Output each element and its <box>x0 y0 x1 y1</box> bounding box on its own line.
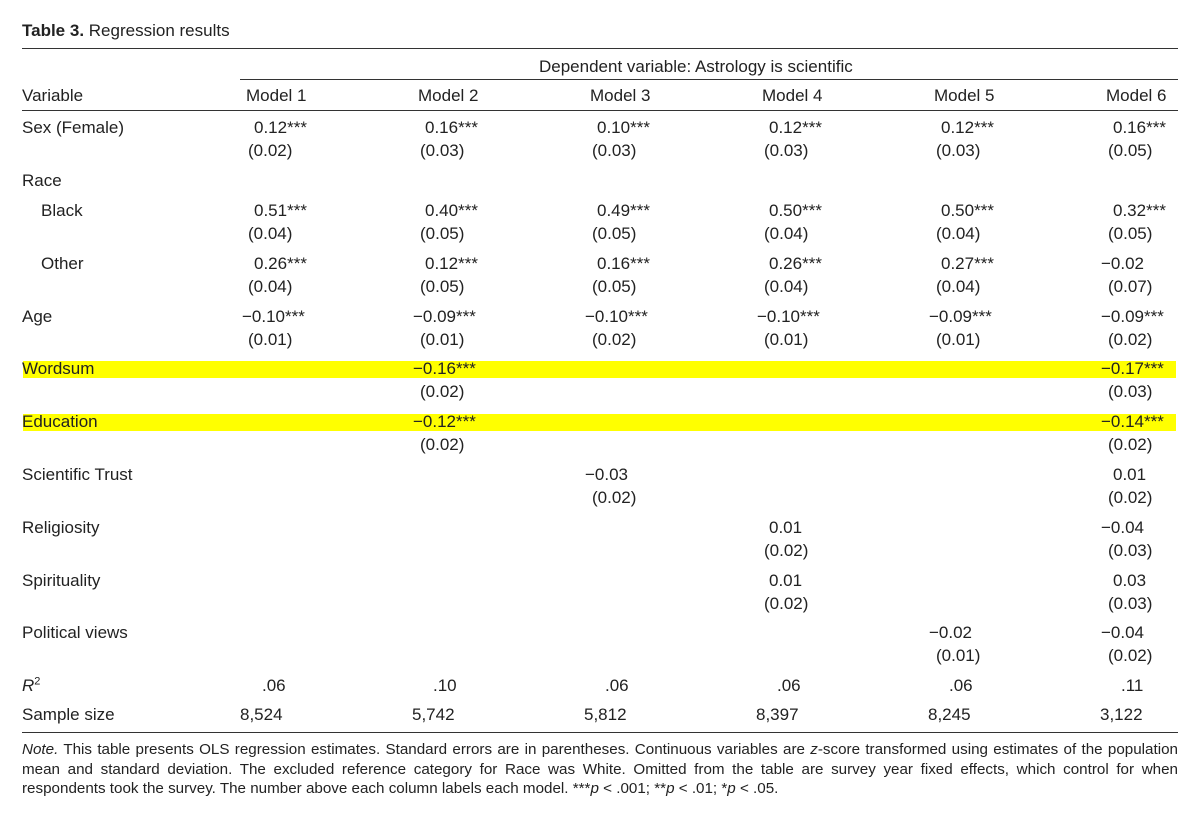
coef-cell: 0.40*** <box>425 201 478 220</box>
se-cell: (0.01) <box>248 330 293 349</box>
se-cell: (0.03) <box>936 141 981 160</box>
row-label: Sex (Female) <box>22 118 125 137</box>
coef-cell: −0.14*** <box>1101 412 1164 431</box>
r2-superscript: 2 <box>34 675 41 688</box>
coef-cell: −0.04 <box>1101 518 1145 537</box>
se-cell: (0.03) <box>1108 541 1153 560</box>
se-cell: (0.01) <box>764 330 809 349</box>
se-cell: (0.04) <box>936 277 981 296</box>
table-number: Table 3. <box>22 21 85 40</box>
coef-cell: −0.02 <box>1101 254 1145 273</box>
note-text-3: < .001; ** <box>598 780 667 797</box>
se-cell: (0.07) <box>1108 277 1153 296</box>
sample-size-cell: 8,524 <box>240 705 283 724</box>
coef-cell: −0.10*** <box>757 307 820 326</box>
se-cell: (0.02) <box>1108 435 1153 454</box>
note-z: z <box>810 741 818 758</box>
r2-label <box>22 676 40 696</box>
dependent-variable-spanner: Dependent variable: Astrology is scientific <box>539 57 853 76</box>
se-cell: (0.05) <box>420 277 465 296</box>
header-rule <box>22 110 1178 111</box>
se-cell: (0.02) <box>420 435 465 454</box>
coef-cell: 0.49*** <box>597 201 650 220</box>
coef-cell: −0.17*** <box>1101 359 1164 378</box>
coef-cell: 0.10*** <box>597 118 650 137</box>
header-model-4: Model 4 <box>762 86 823 105</box>
coef-cell: 0.12*** <box>425 254 478 273</box>
sample-size-cell: 5,812 <box>584 705 627 724</box>
coef-cell: −0.10*** <box>242 307 305 326</box>
header-model-5: Model 5 <box>934 86 995 105</box>
note-p1: p <box>590 780 599 797</box>
r2-symbol: R <box>22 676 35 695</box>
row-label: Other <box>41 254 84 273</box>
coef-cell: −0.09*** <box>1101 307 1164 326</box>
se-cell: (0.01) <box>420 330 465 349</box>
coef-cell: 0.50*** <box>941 201 994 220</box>
se-cell: (0.01) <box>936 330 981 349</box>
row-label: Spirituality <box>22 571 101 590</box>
row-label: Political views <box>22 623 128 642</box>
se-cell: (0.02) <box>764 594 809 613</box>
coef-cell: 0.26*** <box>769 254 822 273</box>
row-label: Religiosity <box>22 518 100 537</box>
coef-cell: −0.10*** <box>585 307 648 326</box>
se-cell: (0.05) <box>592 277 637 296</box>
header-model-2: Model 2 <box>418 86 479 105</box>
coef-cell: −0.16*** <box>413 359 476 378</box>
r2-cell: .11 <box>1121 676 1144 695</box>
sample-size-cell: 3,122 <box>1100 705 1143 724</box>
note-text-1: This table presents OLS regression estimates. Standard errors are in parentheses. Continuous variables are <box>58 741 811 758</box>
coef-cell: 0.16*** <box>1113 118 1166 137</box>
row-label: Education <box>22 412 98 431</box>
note-text-4: < .01; * <box>674 780 728 797</box>
se-cell: (0.02) <box>1108 488 1153 507</box>
se-cell: (0.02) <box>420 382 465 401</box>
top-rule <box>22 48 1178 49</box>
coef-cell: 0.12*** <box>941 118 994 137</box>
se-cell: (0.02) <box>1108 330 1153 349</box>
coef-cell: 0.01 <box>769 518 803 537</box>
coef-cell: 0.16*** <box>597 254 650 273</box>
coef-cell: 0.01 <box>1113 465 1147 484</box>
table-note <box>22 740 1178 799</box>
se-cell: (0.04) <box>248 224 293 243</box>
se-cell: (0.03) <box>1108 594 1153 613</box>
coef-cell: −0.02 <box>929 623 973 642</box>
coef-cell: 0.16*** <box>425 118 478 137</box>
coef-cell: −0.03 <box>585 465 629 484</box>
se-cell: (0.04) <box>764 277 809 296</box>
se-cell: (0.03) <box>420 141 465 160</box>
coef-cell: 0.26*** <box>254 254 307 273</box>
se-cell: (0.03) <box>592 141 637 160</box>
header-model-1: Model 1 <box>246 86 307 105</box>
row-label: Age <box>22 307 53 326</box>
r2-cell: .06 <box>262 676 286 695</box>
row-label: Race <box>22 171 62 190</box>
table-caption <box>22 21 230 41</box>
sample-size-cell: 5,742 <box>412 705 455 724</box>
coef-cell: 0.12*** <box>769 118 822 137</box>
se-cell: (0.01) <box>936 646 981 665</box>
se-cell: (0.03) <box>1108 382 1153 401</box>
highlight-bar <box>23 414 1176 431</box>
se-cell: (0.04) <box>248 277 293 296</box>
row-label: Black <box>41 201 83 220</box>
row-label: Wordsum <box>22 359 95 378</box>
r2-cell: .10 <box>433 676 457 695</box>
se-cell: (0.05) <box>1108 224 1153 243</box>
coef-cell: 0.32*** <box>1113 201 1166 220</box>
coef-cell: 0.51*** <box>254 201 307 220</box>
coef-cell: 0.01 <box>769 571 803 590</box>
se-cell: (0.02) <box>1108 646 1153 665</box>
coef-cell: −0.09*** <box>929 307 992 326</box>
highlight-bar <box>23 361 1176 378</box>
r2-cell: .06 <box>949 676 973 695</box>
se-cell: (0.05) <box>1108 141 1153 160</box>
se-cell: (0.02) <box>248 141 293 160</box>
se-cell: (0.04) <box>936 224 981 243</box>
se-cell: (0.05) <box>592 224 637 243</box>
coef-cell: −0.12*** <box>413 412 476 431</box>
se-cell: (0.05) <box>420 224 465 243</box>
se-cell: (0.02) <box>592 488 637 507</box>
spanner-rule <box>240 79 1178 80</box>
table-title: Regression results <box>88 21 230 40</box>
r2-cell: .06 <box>777 676 801 695</box>
coef-cell: −0.09*** <box>413 307 476 326</box>
coef-cell: 0.27*** <box>941 254 994 273</box>
header-model-3: Model 3 <box>590 86 651 105</box>
coef-cell: −0.04 <box>1101 623 1145 642</box>
header-variable: Variable <box>22 86 84 105</box>
note-p2: p <box>666 780 675 797</box>
row-label: Scientific Trust <box>22 465 133 484</box>
coef-cell: 0.50*** <box>769 201 822 220</box>
bottom-rule <box>22 732 1178 733</box>
note-text-5: < .05. <box>735 780 779 797</box>
se-cell: (0.03) <box>764 141 809 160</box>
header-model-6: Model 6 <box>1106 86 1167 105</box>
se-cell: (0.02) <box>764 541 809 560</box>
note-text-2: -score transformed using estimates of the population mean and standard deviation. The excluded reference category for Race was White. Omitted from the table are survey year fixed effects, which control for when respondents took the survey. The number above each column labels each model. *** <box>22 741 1178 797</box>
coef-cell: 0.12*** <box>254 118 307 137</box>
sample-size-cell: 8,397 <box>756 705 799 724</box>
sample-size-label: Sample size <box>22 705 115 724</box>
r2-cell: .06 <box>605 676 629 695</box>
note-p3: p <box>727 780 736 797</box>
se-cell: (0.02) <box>592 330 637 349</box>
coef-cell: 0.03 <box>1113 571 1147 590</box>
note-lead: Note. <box>22 741 59 758</box>
sample-size-cell: 8,245 <box>928 705 971 724</box>
se-cell: (0.04) <box>764 224 809 243</box>
